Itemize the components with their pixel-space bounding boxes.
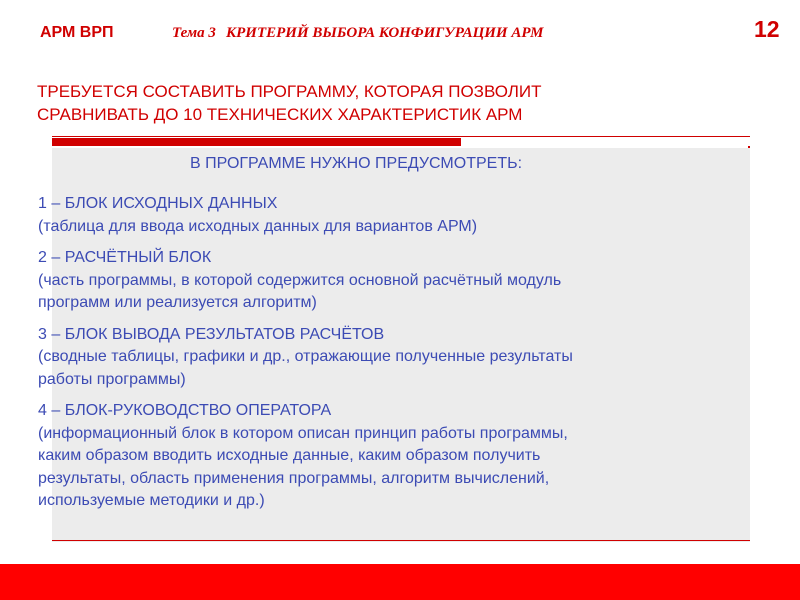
- list-item: [38, 247, 738, 315]
- item-description: (часть программы, в которой содержится основной расчётный модуль: [38, 271, 562, 289]
- topic-name: КРИТЕРИЙ ВЫБОРА КОНФИГУРАЦИИ АРМ: [225, 25, 544, 41]
- topic-prefix: Тема 3: [172, 25, 216, 41]
- top-divider: [52, 136, 750, 137]
- list-item: [38, 400, 738, 513]
- item-description: результаты, область применения программы, алгоритм вычислений,: [38, 469, 550, 487]
- item-description: каким образом вводить исходные данные, каким образом получить: [38, 447, 541, 464]
- item-description: работы программы): [38, 370, 186, 388]
- list-item: [38, 324, 738, 392]
- topic-title: [172, 25, 543, 42]
- item-description: используемые методики и др.): [38, 492, 265, 509]
- item-description: (таблица для ввода исходных данных для вариантов АРМ): [38, 217, 478, 235]
- headline-line: СРАВНИВАТЬ ДО 10 ТЕХНИЧЕСКИХ ХАРАКТЕРИСТИК АРМ: [37, 105, 523, 124]
- footer-bar: [0, 564, 800, 600]
- item-title: 3 – БЛОК ВЫВОДА РЕЗУЛЬТАТОВ РАСЧЁТОВ: [38, 325, 385, 343]
- item-title: 2 – РАСЧЁТНЫЙ БЛОК: [38, 249, 212, 266]
- content-intro: В ПРОГРАММЕ НУЖНО ПРЕДУСМОТРЕТЬ:: [190, 155, 523, 172]
- top-divider-bar: [52, 138, 461, 146]
- slide-number: 12: [754, 16, 780, 42]
- item-description: (сводные таблицы, графики и др., отражающие полученные результаты: [38, 348, 573, 365]
- item-title: 4 – БЛОК-РУКОВОДСТВО ОПЕРАТОРА: [38, 402, 332, 419]
- bottom-divider: [52, 540, 750, 541]
- list-item: [38, 193, 738, 238]
- item-title: 1 – БЛОК ИСХОДНЫХ ДАННЫХ: [38, 195, 278, 212]
- content-list: [38, 193, 738, 522]
- slide-headline: [37, 80, 757, 126]
- item-description: (информационный блок в котором описан принцип работы программы,: [38, 424, 568, 442]
- item-description: программ или реализуется алгоритм): [38, 294, 317, 311]
- headline-line: ТРЕБУЕТСЯ СОСТАВИТЬ ПРОГРАММУ, КОТОРАЯ ПОЗВОЛИТ: [37, 82, 542, 101]
- course-title: АРМ ВРП: [40, 24, 114, 41]
